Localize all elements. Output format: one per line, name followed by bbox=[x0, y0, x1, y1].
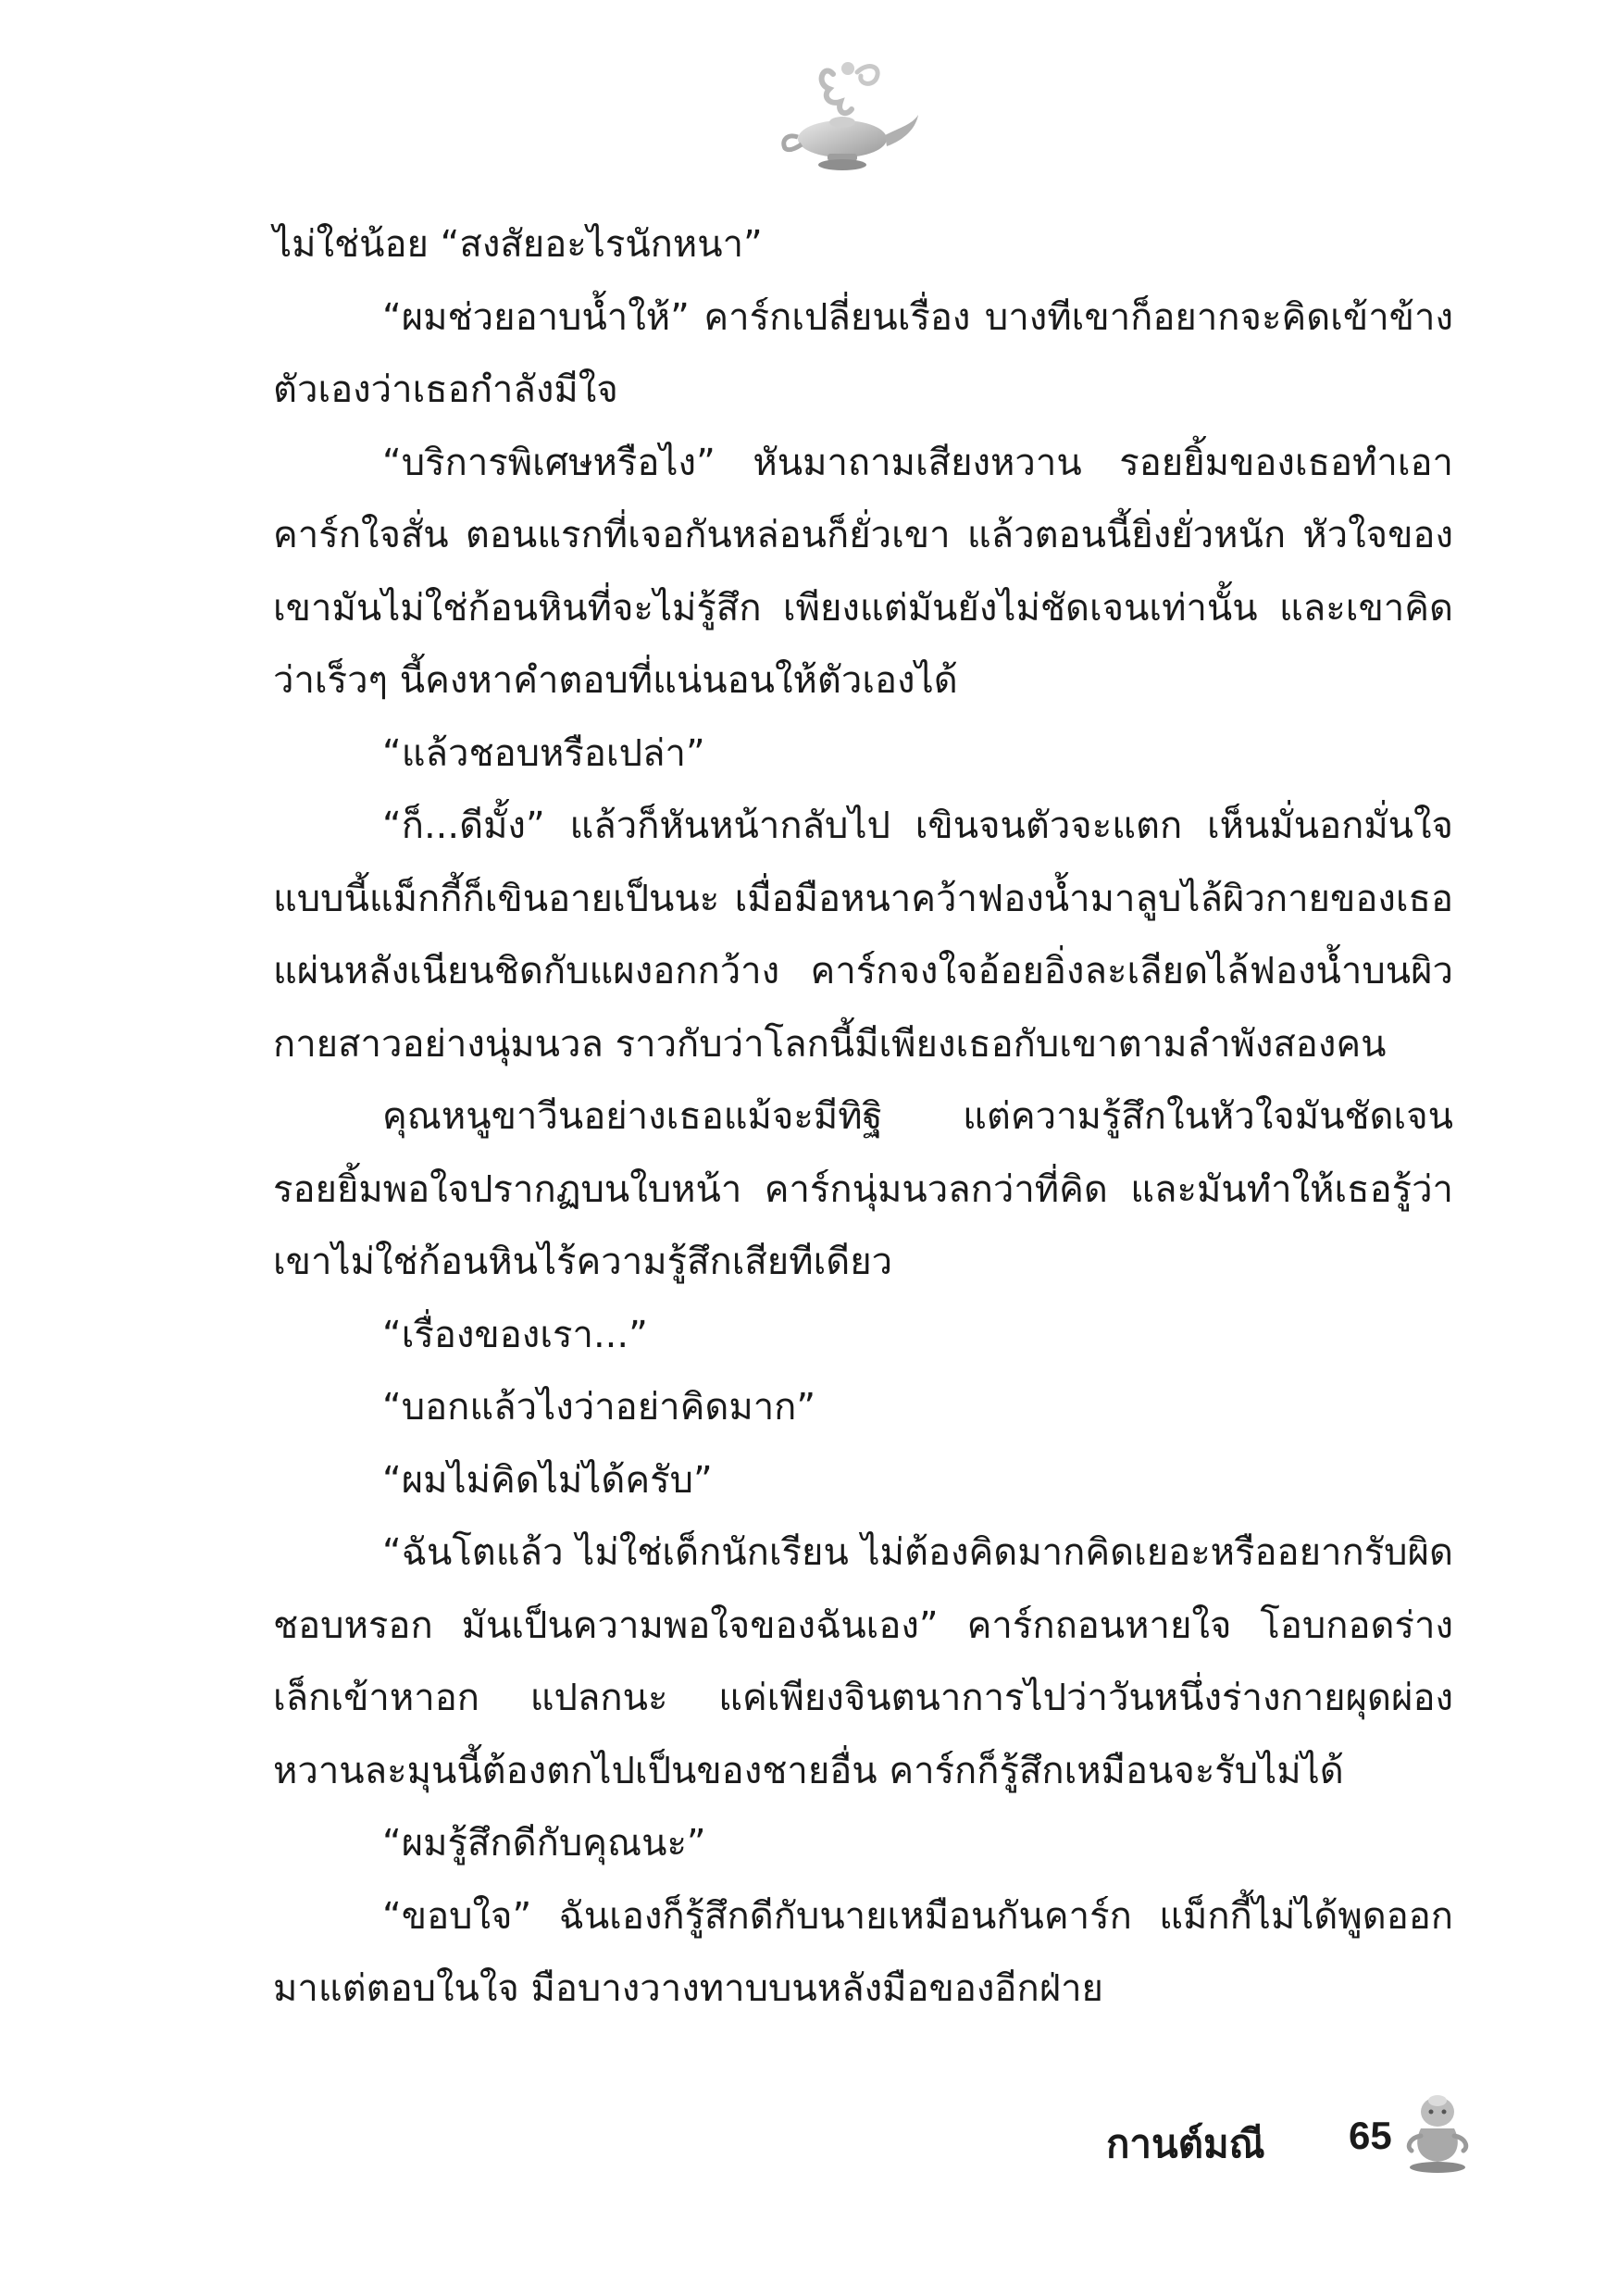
paragraph: “บอกแล้วไงว่าอย่าคิดมาก” bbox=[382, 1386, 816, 1429]
genie-figure-icon bbox=[1400, 2088, 1475, 2176]
paragraph: “ก็...ดีมั้ง” แล้วก็หันหน้ากลับไป เขินจนตัวจะแตก เห็นมั่นอกมั่นใจแบบนี้แม็กกี้ก็เขินอายเป็นนะ เมื่อมือหนาคว้าฟองน้ำมาลูบไล้ผิวกายของเธอ แผ่นหลังเนียนชิดกับแผงอกกว้าง คาร์กจงใจอ้อยอิ่งละเลียดไล้ฟองน้ำบนผิวกายสาวอย่างนุ่มนวล ราวกับว่าโลกนี้มีเพียงเธอกับเขาตามลำพังสองคน bbox=[273, 805, 1453, 1066]
paragraph: “เรื่องของเรา...” bbox=[382, 1313, 648, 1356]
paragraph: “แล้วชอบหรือเปล่า” bbox=[382, 731, 705, 775]
page-footer bbox=[1106, 2088, 1476, 2190]
chapter-body-text bbox=[273, 208, 1453, 2026]
page-number: 65 bbox=[1349, 2114, 1392, 2157]
book-title: กานต์มณี bbox=[1106, 2121, 1265, 2166]
paragraph: “ผมรู้สึกดีกับคุณนะ” bbox=[382, 1822, 706, 1865]
genie-lamp-icon bbox=[768, 56, 926, 176]
paragraph: “ฉันโตแล้ว ไม่ใช่เด็กนักเรียน ไม่ต้องคิดมากคิดเยอะหรืออยากรับผิดชอบหรอก มันเป็นความพอใจของฉันเอง” คาร์กถอนหายใจ โอบกอดร่างเล็กเข้าหาอก แปลกนะ แค่เพียงจินตนาการไปว่าวันหนึ่งร่างกายผุดผ่องหวานละมุนนี้ต้องตกไปเป็นของชายอื่น คาร์กก็รู้สึกเหมือนจะรับไม่ได้ bbox=[273, 1531, 1453, 1792]
paragraph: คุณหนูขาวีนอย่างเธอแม้จะมีทิฐิ แต่ความรู้สึกในหัวใจมันชัดเจน รอยยิ้มพอใจปรากฏบนใบหน้า คาร์กนุ่มนวลกว่าที่คิด และมันทำให้เธอรู้ว่าเขาไม่ใช่ก้อนหินไร้ความรู้สึกเสียทีเดียว bbox=[273, 1095, 1453, 1283]
paragraph: “ขอบใจ” ฉันเองก็รู้สึกดีกับนายเหมือนกันคาร์ก แม็กกี้ไม่ได้พูดออกมาแต่ตอบในใจ มือบางวางทาบบนหลังมือของอีกฝ่าย bbox=[273, 1894, 1453, 2010]
paragraph: “ผมช่วยอาบน้ำให้” คาร์กเปลี่ยนเรื่อง บางทีเขาก็อยากจะคิดเข้าข้างตัวเองว่าเธอกำลังมีใจ bbox=[273, 295, 1453, 411]
paragraph: “ผมไม่คิดไม่ได้ครับ” bbox=[382, 1458, 713, 1502]
paragraph: ไม่ใช่น้อย “สงสัยอะไรนักหนา” bbox=[273, 223, 763, 266]
paragraph: “บริการพิเศษหรือไง” หันมาถามเสียงหวาน รอยยิ้มของเธอทำเอาคาร์กใจสั่น ตอนแรกที่เจอกันหล่อนก็ยั่วเขา แล้วตอนนี้ยิ่งยั่วหนัก หัวใจของเขามันไม่ใช่ก้อนหินที่จะไม่รู้สึก เพียงแต่มันยังไม่ชัดเจนเท่านั้น และเขาคิดว่าเร็วๆ นี้คงหาคำตอบที่แน่นอนให้ตัวเองได้ bbox=[273, 441, 1453, 702]
